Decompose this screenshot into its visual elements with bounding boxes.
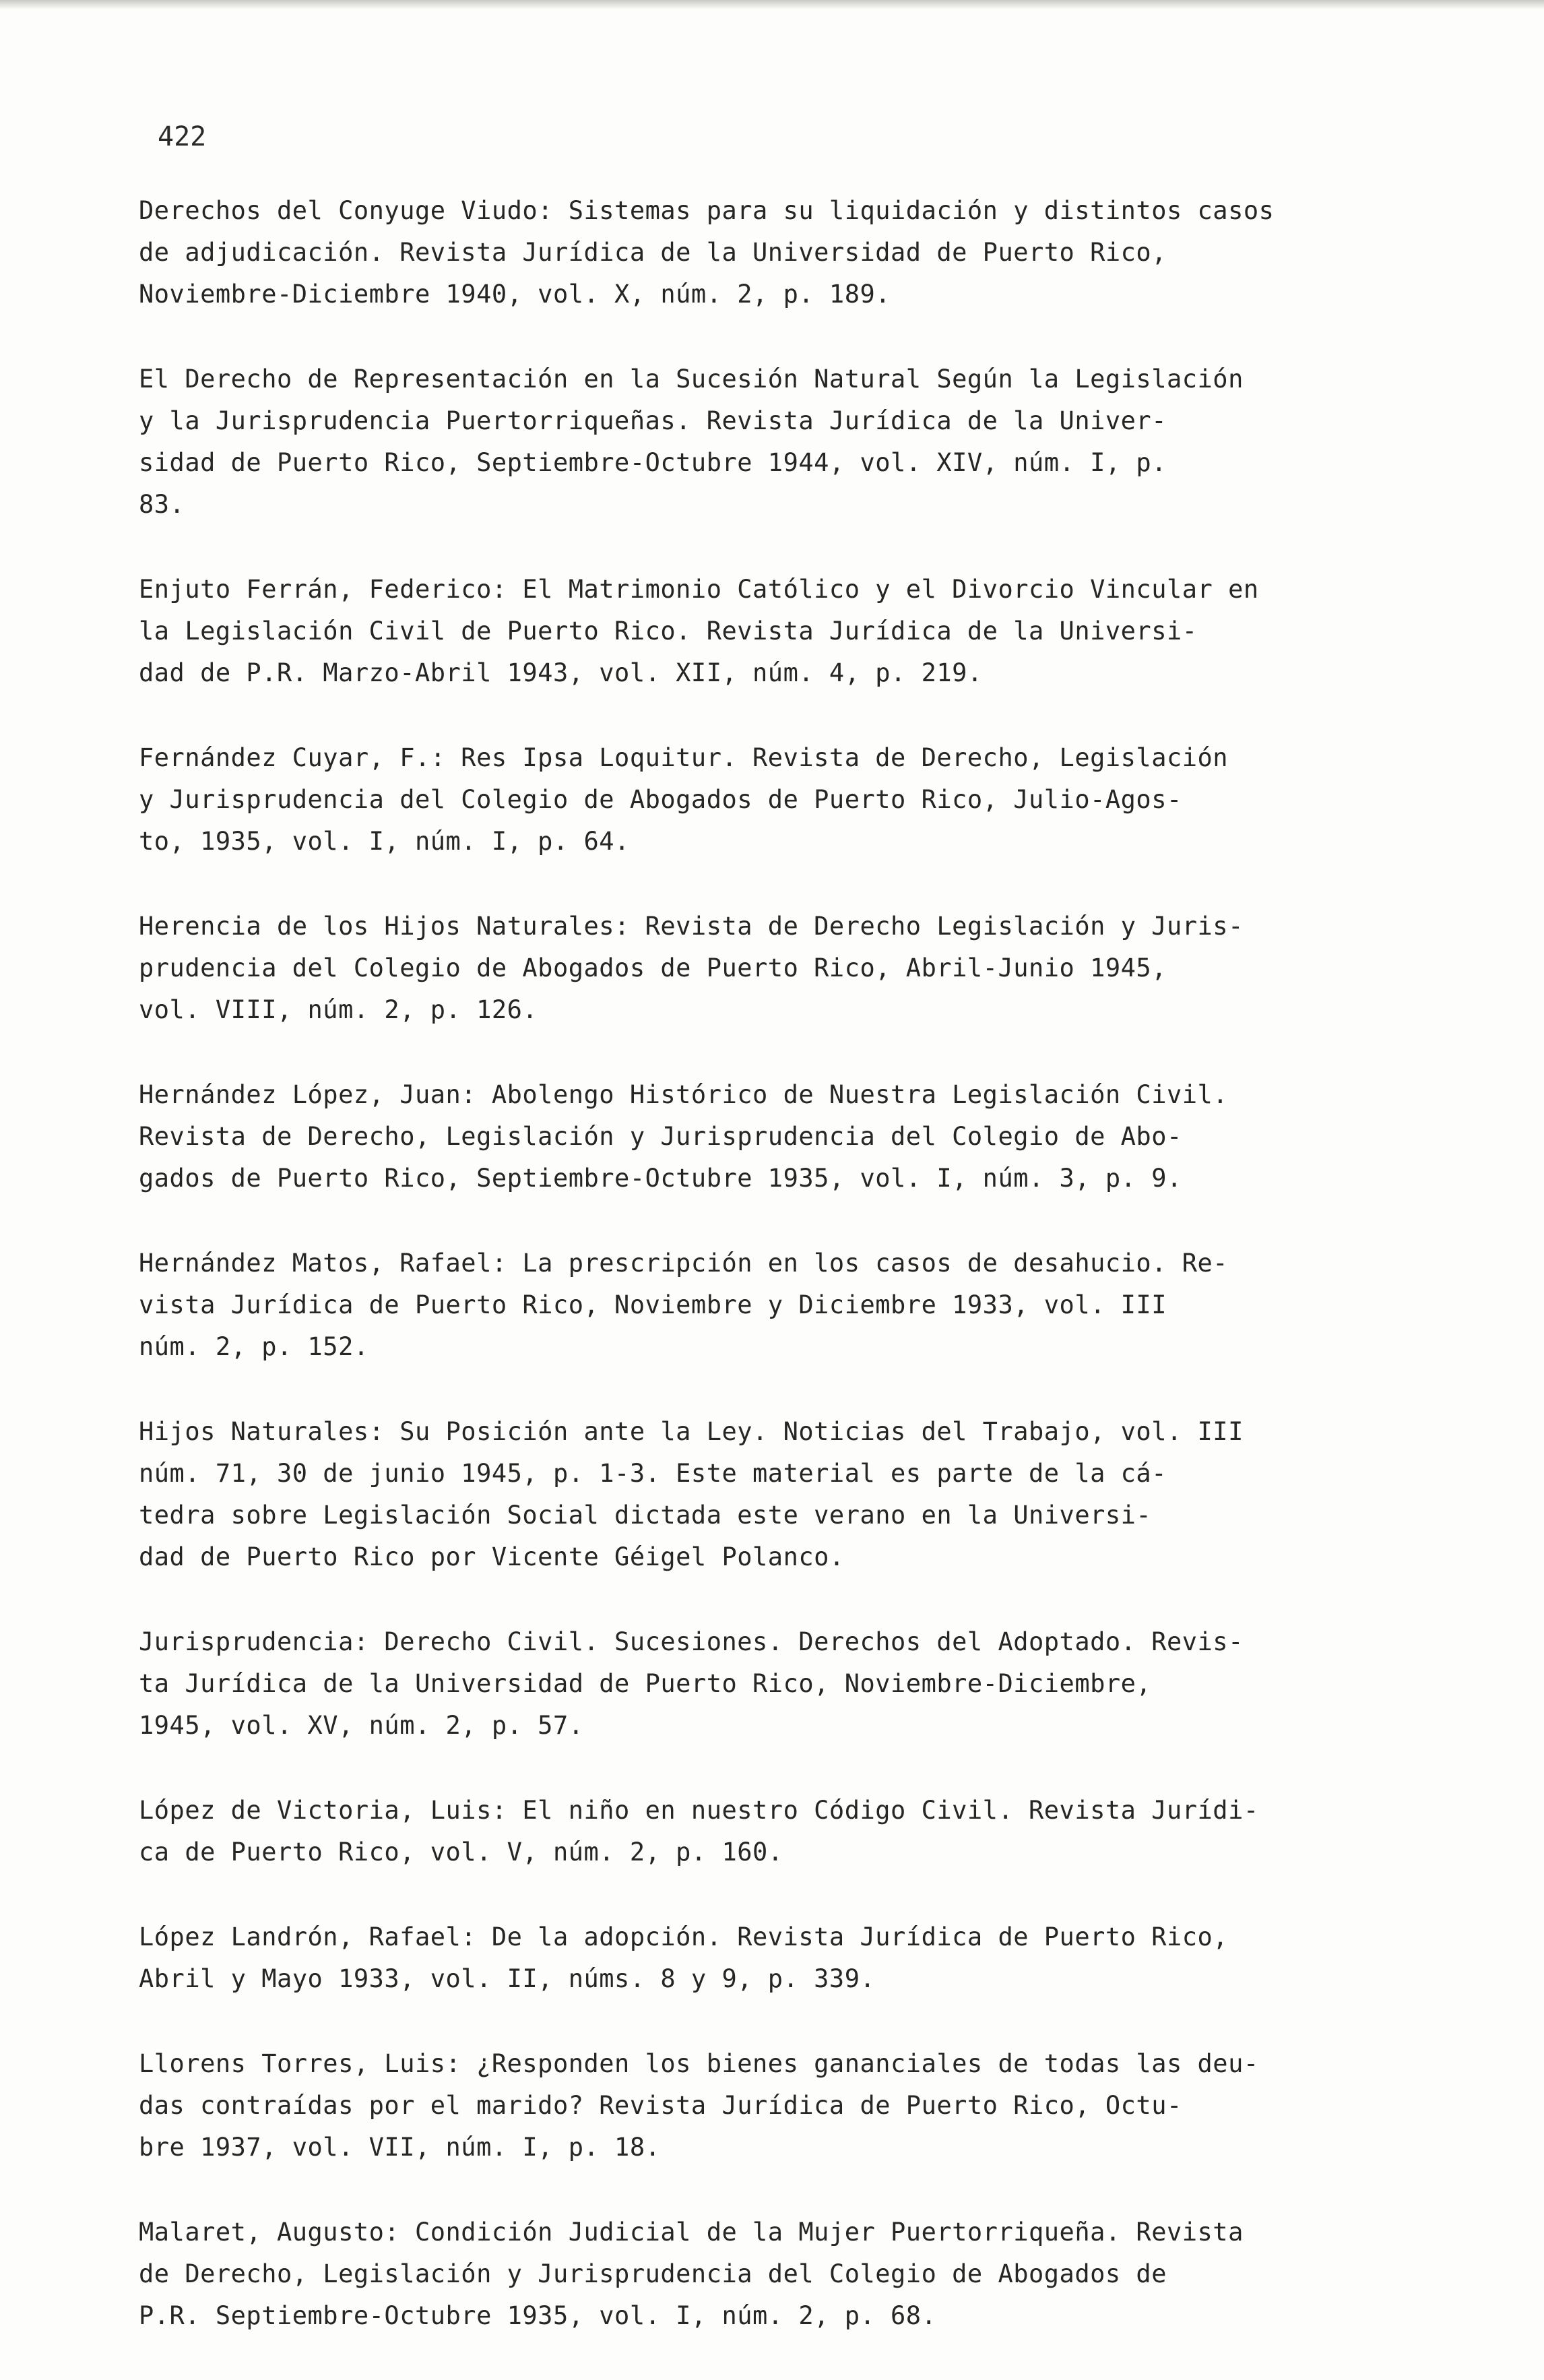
entry-line: Enjuto Ferrán, Federico: El Matrimonio Católico y el Divorcio Vincular en [139, 575, 1259, 604]
entry-line: Hijos Naturales: Su Posición ante la Ley. Noticias del Trabajo, vol. III [139, 1417, 1244, 1446]
entry-line: vista Jurídica de Puerto Rico, Noviembre y Diciembre 1933, vol. III [139, 1290, 1167, 1319]
bibliography-entry [139, 1790, 1405, 1873]
entry-line: gados de Puerto Rico, Septiembre-Octubre 1935, vol. I, núm. 3, p. 9. [139, 1164, 1182, 1193]
entry-line: Abril y Mayo 1933, vol. II, núms. 8 y 9, p. 339. [139, 1964, 876, 1993]
entry-line: Fernández Cuyar, F.: Res Ipsa Loquitur. Revista de Derecho, Legislación [139, 743, 1229, 772]
bibliography-entry [139, 1411, 1405, 1578]
entry-line: Malaret, Augusto: Condición Judicial de la Mujer Puertorriqueña. Revista [139, 2218, 1244, 2247]
bibliography-entry [139, 1074, 1405, 1199]
entry-line: 83. [139, 490, 185, 519]
bibliography-entry [139, 2043, 1405, 2168]
entry-line: tedra sobre Legislación Social dictada este verano en la Universi- [139, 1501, 1152, 1530]
entry-line: das contraídas por el marido? Revista Jurídica de Puerto Rico, Octu- [139, 2091, 1182, 2120]
entry-line: P.R. Septiembre-Octubre 1935, vol. I, núm. 2, p. 68. [139, 2301, 937, 2330]
bibliography-entry [139, 190, 1405, 315]
entry-line: Hernández López, Juan: Abolengo Histórico de Nuestra Legislación Civil. [139, 1080, 1229, 1109]
entry-line: prudencia del Colegio de Abogados de Puerto Rico, Abril-Junio 1945, [139, 953, 1167, 982]
bibliography-entry [139, 1916, 1405, 2000]
entry-line: núm. 2, p. 152. [139, 1332, 369, 1361]
bibliography-entry [139, 569, 1405, 694]
entry-line: Derechos del Conyuge Viudo: Sistemas para su liquidación y distintos casos [139, 196, 1275, 225]
entry-line: El Derecho de Representación en la Sucesión Natural Según la Legislación [139, 365, 1244, 394]
entry-line: sidad de Puerto Rico, Septiembre-Octubre 1944, vol. XIV, núm. I, p. [139, 448, 1167, 477]
bibliography-entry [139, 906, 1405, 1031]
entry-line: Noviembre-Diciembre 1940, vol. X, núm. 2, p. 189. [139, 280, 891, 309]
bibliography-entry [139, 2212, 1405, 2337]
entry-line: Jurisprudencia: Derecho Civil. Sucesiones. Derechos del Adoptado. Revis- [139, 1627, 1244, 1656]
entry-line: de adjudicación. Revista Jurídica de la Universidad de Puerto Rico, [139, 238, 1167, 267]
bibliography-entry [139, 358, 1405, 526]
entry-line: Hernández Matos, Rafael: La prescripción en los casos de desahucio. Re- [139, 1249, 1229, 1278]
entry-line: Herencia de los Hijos Naturales: Revista de Derecho Legislación y Juris- [139, 912, 1244, 941]
entry-line: dad de P.R. Marzo-Abril 1943, vol. XII, núm. 4, p. 219. [139, 658, 983, 687]
entry-line: 1945, vol. XV, núm. 2, p. 57. [139, 1711, 584, 1740]
entry-line: to, 1935, vol. I, núm. I, p. 64. [139, 827, 630, 856]
entry-line: López Landrón, Rafael: De la adopción. Revista Jurídica de Puerto Rico, [139, 1922, 1229, 1951]
bibliography-list [139, 190, 1405, 2380]
entry-line: la Legislación Civil de Puerto Rico. Revista Jurídica de la Universi- [139, 617, 1198, 646]
entry-line: y la Jurisprudencia Puertorriqueñas. Revista Jurídica de la Univer- [139, 406, 1167, 435]
entry-line: y Jurisprudencia del Colegio de Abogados de Puerto Rico, Julio-Agos- [139, 785, 1182, 814]
bibliography-entry [139, 737, 1405, 863]
bibliography-entry [139, 1621, 1405, 1747]
entry-line: bre 1937, vol. VII, núm. I, p. 18. [139, 2133, 661, 2162]
page-top-edge [0, 0, 1544, 9]
entry-line: de Derecho, Legislación y Jurisprudencia del Colegio de Abogados de [139, 2259, 1167, 2288]
entry-line: ta Jurídica de la Universidad de Puerto Rico, Noviembre-Diciembre, [139, 1669, 1152, 1698]
entry-line: dad de Puerto Rico por Vicente Géigel Polanco. [139, 1542, 845, 1571]
entry-line: López de Victoria, Luis: El niño en nuestro Código Civil. Revista Jurídi- [139, 1796, 1259, 1825]
entry-line: vol. VIII, núm. 2, p. 126. [139, 995, 538, 1024]
bibliography-entry [139, 1243, 1405, 1368]
entry-line: Llorens Torres, Luis: ¿Responden los bienes gananciales de todas las deu- [139, 2049, 1259, 2078]
entry-line: núm. 71, 30 de junio 1945, p. 1-3. Este material es parte de la cá- [139, 1459, 1167, 1488]
page-number: 422 [158, 121, 207, 152]
entry-line: ca de Puerto Rico, vol. V, núm. 2, p. 160. [139, 1838, 783, 1867]
entry-line: Revista de Derecho, Legislación y Jurisprudencia del Colegio de Abo- [139, 1122, 1182, 1151]
